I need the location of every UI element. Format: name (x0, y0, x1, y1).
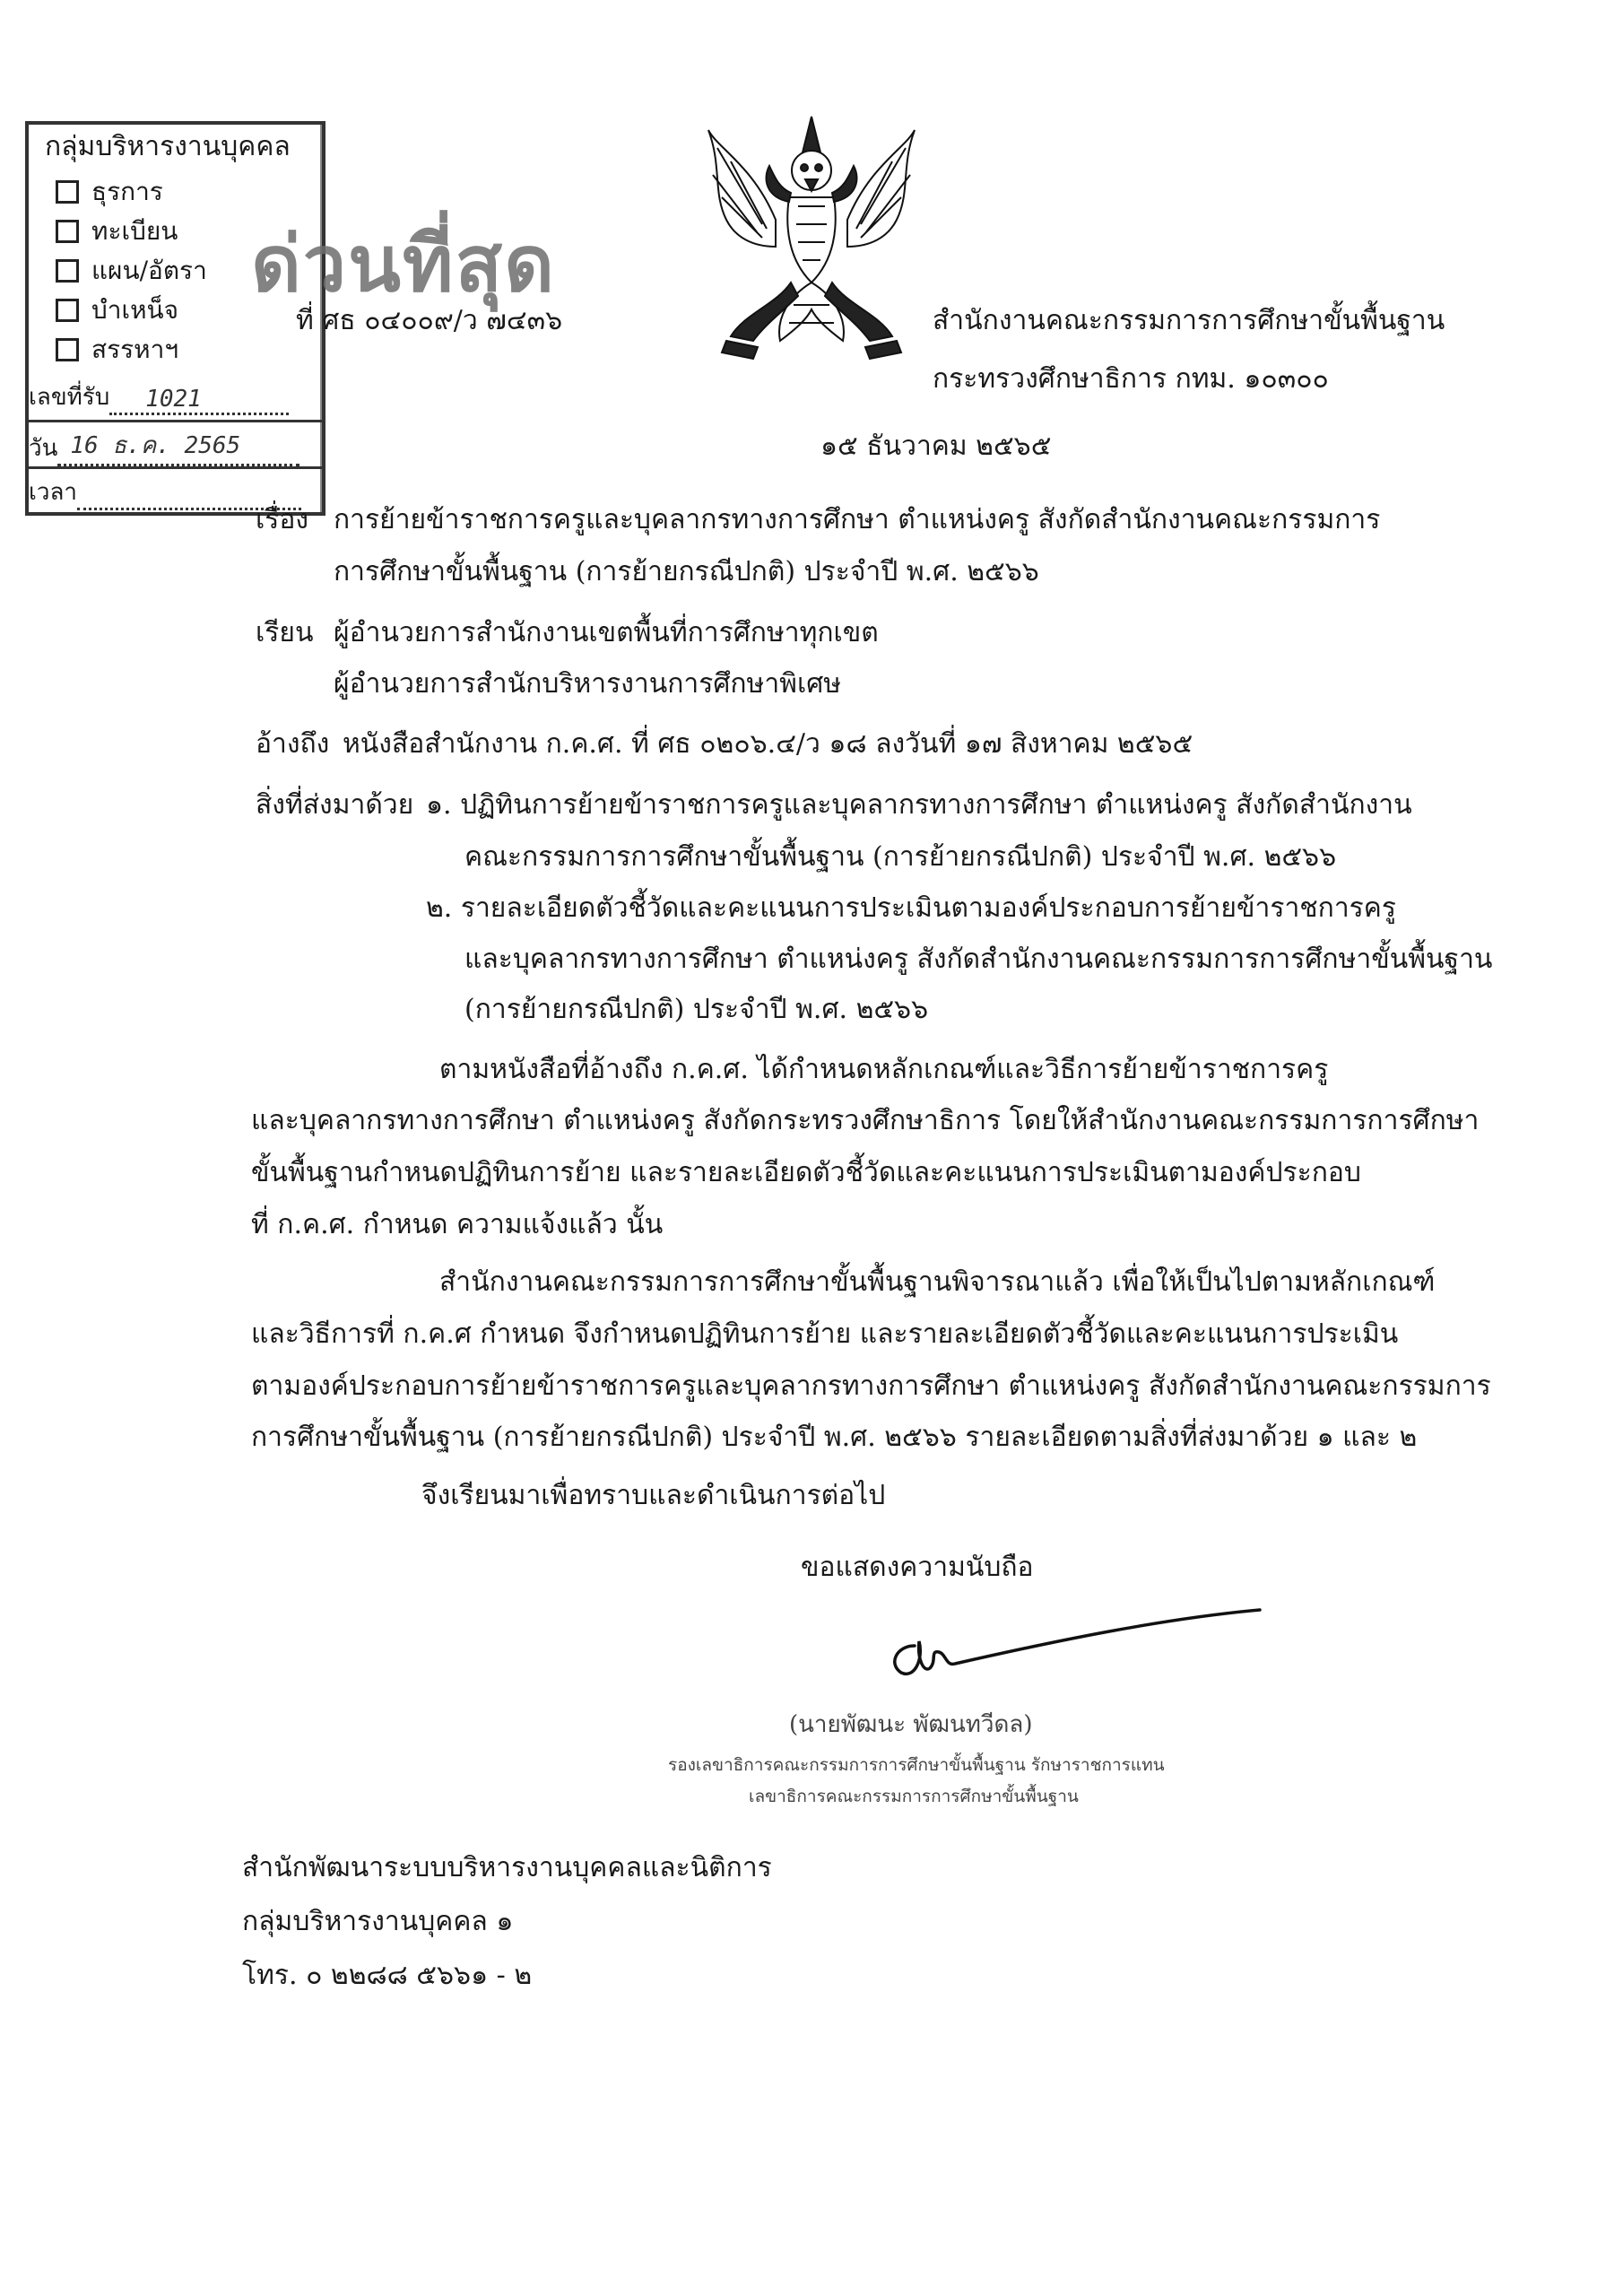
footer-office: สำนักพัฒนาระบบบริหารงานบุคคลและนิติการ (242, 1852, 772, 1883)
body-paragraph-line: ตามหนังสือที่อ้างถึง ก.ค.ศ. ได้กำหนดหลักเกณฑ์และวิธีการย้ายข้าราชการครู (439, 1054, 1329, 1085)
letter-date: ๑๕ ธันวาคม ๒๕๖๕ (820, 430, 1052, 462)
checkbox-icon (56, 259, 79, 283)
garuda-emblem-icon (690, 112, 933, 368)
footer-phone: โทร. ๐ ๒๒๘๘ ๕๖๖๑ - ๒ (242, 1960, 533, 1991)
subject-label: เรื่อง (256, 504, 309, 535)
reference-text: หนังสือสำนักงาน ก.ค.ศ. ที่ ศธ ๐๒๐๖.๔/ว ๑๘ ลงวันที่ ๑๗ สิงหาคม ๒๕๖๕ (343, 728, 1193, 760)
stamp-checkbox-item: สรรหาฯ (56, 330, 178, 370)
enclosure-item-cont: และบุคลากรทางการศึกษา ตำแหน่งครู สังกัดสำนักงานคณะกรรมการการศึกษาขั้นพื้นฐาน (464, 944, 1493, 975)
office-address: กระทรวงศึกษาธิการ กทม. ๑๐๓๐๐ (933, 363, 1329, 395)
stamp-date: วัน 16 ธ.ค. 2565 (29, 427, 299, 466)
signer-name: (นายพัฒนะ พัฒนทวีดล) (789, 1711, 1033, 1738)
stamp-checkbox-item: บำเหน็จ (56, 291, 178, 330)
signer-title: รองเลขาธิการคณะกรรมการการศึกษาขั้นพื้นฐาน รักษาราชการแทน (668, 1755, 1165, 1775)
urgency-stamp: ด่วนที่สุด (251, 220, 556, 309)
enclosure-item-cont: คณะกรรมการการศึกษาขั้นพื้นฐาน (การย้ายกรณีปกติ) ประจำปี พ.ศ. ๒๕๖๖ (464, 841, 1337, 873)
reference-label: อ้างถึง (256, 728, 330, 760)
reference-number: ที่ ศธ ๐๔๐๐๙/ว ๗๔๓๖ (296, 305, 563, 336)
addressee-line: ผู้อำนวยการสำนักงานเขตพื้นที่การศึกษาทุกเขต (334, 617, 879, 648)
enclosure-item: ๒. รายละเอียดตัวชี้วัดและคะแนนการประเมินตามองค์ประกอบการย้ายข้าราชการครู (426, 892, 1396, 924)
checkbox-icon (56, 299, 79, 322)
addressee-line: ผู้อำนวยการสำนักบริหารงานการศึกษาพิเศษ (334, 668, 842, 700)
enclosure-item-cont: (การย้ายกรณีปกติ) ประจำปี พ.ศ. ๒๕๖๖ (464, 994, 929, 1025)
subject-line: การย้ายข้าราชการครูและบุคลากรทางการศึกษา ตำแหน่งครู สังกัดสำนักงานคณะกรรมการ (334, 504, 1381, 535)
footer-group: กลุ่มบริหารงานบุคคล ๑ (242, 1906, 514, 1937)
enclosure-item: ๑. ปฏิทินการย้ายข้าราชการครูและบุคลากรทางการศึกษา ตำแหน่งครู สังกัดสำนักงาน (426, 789, 1412, 821)
office-name: สำนักงานคณะกรรมการการศึกษาขั้นพื้นฐาน (933, 305, 1445, 336)
stamp-checkbox-item: ธุรการ (56, 172, 163, 212)
checkbox-icon (56, 338, 79, 361)
subject-line: การศึกษาขั้นพื้นฐาน (การย้ายกรณีปกติ) ประจำปี พ.ศ. ๒๕๖๖ (334, 556, 1039, 587)
stamp-checkbox-item: แผน/อัตรา (56, 251, 207, 291)
body-paragraph-line: ที่ ก.ค.ศ. กำหนด ความแจ้งแล้ว นั้น (251, 1209, 664, 1240)
body-paragraph-line: และวิธีการที่ ก.ค.ศ กำหนด จึงกำหนดปฏิทินการย้าย และรายละเอียดตัวชี้วัดและคะแนนการประเมิน (251, 1318, 1399, 1350)
stamp-divider (25, 466, 325, 469)
checkbox-icon (56, 220, 79, 243)
stamp-divider (25, 420, 325, 422)
body-paragraph-line: การศึกษาขั้นพื้นฐาน (การย้ายกรณีปกติ) ประจำปี พ.ศ. ๒๕๖๖ รายละเอียดตามสิ่งที่ส่งมาด้วย ๑ และ ๒ (251, 1422, 1418, 1453)
stamp-title: กลุ่มบริหารงานบุคคล (45, 131, 291, 162)
stamp-receipt-number: เลขที่รับ 1021 (29, 378, 289, 415)
body-paragraph-line: สำนักงานคณะกรรมการการศึกษาขั้นพื้นฐานพิจารณาแล้ว เพื่อให้เป็นไปตามหลักเกณฑ์ (439, 1266, 1436, 1298)
body-paragraph-line: และบุคลากรทางการศึกษา ตำแหน่งครู สังกัดกระทรวงศึกษาธิการ โดยให้สำนักงานคณะกรรมการการศึกษา (251, 1105, 1480, 1136)
checkbox-icon (56, 180, 79, 204)
closing-request: จึงเรียนมาเพื่อทราบและดำเนินการต่อไป (421, 1480, 886, 1511)
enclosures-label: สิ่งที่ส่งมาด้วย (256, 789, 414, 821)
to-label: เรียน (256, 617, 314, 648)
salutation: ขอแสดงความนับถือ (801, 1552, 1034, 1583)
body-paragraph-line: ตามองค์ประกอบการย้ายข้าราชการครูและบุคลากรทางการศึกษา ตำแหน่งครู สังกัดสำนักงานคณะกรรมการ (251, 1370, 1491, 1402)
body-paragraph-line: ขั้นพื้นฐานกำหนดปฏิทินการย้าย และรายละเอียดตัวชี้วัดและคะแนนการประเมินตามองค์ประกอบ (251, 1157, 1361, 1188)
signature-icon (874, 1605, 1287, 1704)
signer-title: เลขาธิการคณะกรรมการการศึกษาขั้นพื้นฐาน (749, 1787, 1079, 1806)
stamp-checkbox-item: ทะเบียน (56, 212, 178, 251)
stamp-time: เวลา (29, 474, 301, 510)
